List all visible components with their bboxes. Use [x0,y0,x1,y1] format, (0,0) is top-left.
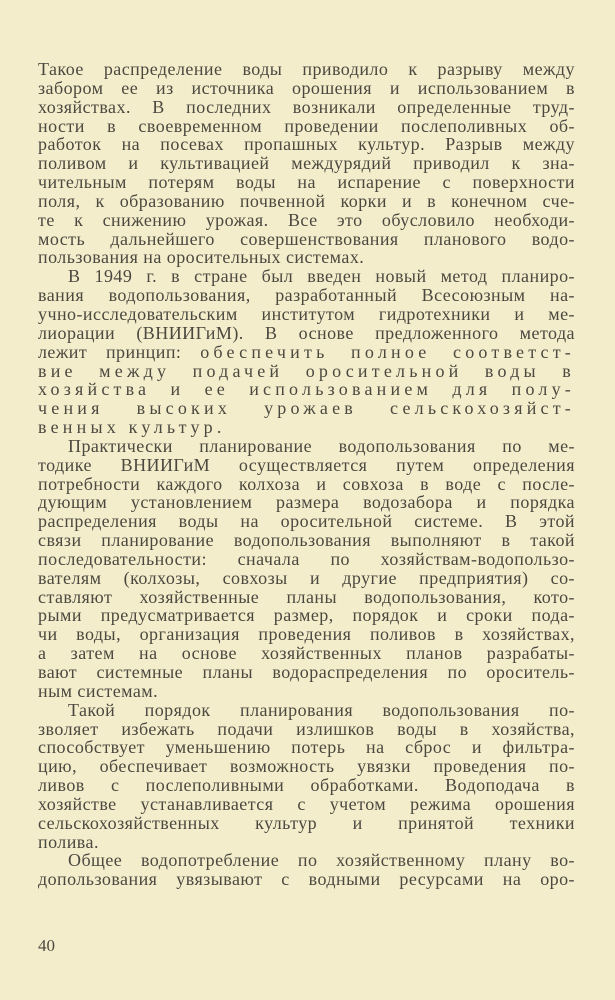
line-text: зволяет избежать подачи излишков воды в хозяйства, [38,718,575,739]
page-body [38,60,575,889]
text-line [38,606,575,625]
text-line [38,60,575,79]
text-line [38,211,575,230]
line-text: полива. [38,831,99,852]
line-text: те к снижению урожая. Все это обусловило необходи- [38,209,575,230]
text-line [38,569,575,588]
text-line [38,192,575,211]
line-text: ным системам. [38,680,159,701]
text-line [38,512,575,531]
text-line [38,154,575,173]
line-text: ности в своевременном проведении послеполивных об- [38,115,575,136]
line-text: рыми предусматривается размер, порядок и сроки пода- [38,605,575,626]
text-line [38,757,575,776]
line-text: ливов с послеполивными обработками. Водоподача в [38,775,575,796]
line-text: ставляют хозяйственные планы водопользования, кото- [38,586,575,607]
text-line [38,550,575,569]
line-text: В 1949 г. в стране был введен новый метод планиро- [68,266,575,287]
text-line [38,117,575,136]
line-text: вания водопользования, разработанный Всесоюзным на- [38,285,575,306]
text-line [38,833,575,852]
line-text: чи воды, организация проведения поливов в хозяйствах, [38,624,575,645]
text-line [38,248,575,267]
text-line [38,795,575,814]
text-line [38,870,575,889]
line-text: хозяйстве устанавливается с учетом режима орошения [38,793,575,814]
line-text: допользования увязывают с водными ресурсами на оро- [38,869,575,890]
line-text: Практически планирование водопользования по ме- [68,435,575,456]
text-line [38,343,575,362]
line-text: хозяйствах. В последних возникали определенные труд- [38,96,575,117]
spaced-emphasis-text: хозяйства и ее использованием для полу- [38,379,575,400]
line-text: связи планирование водопользования выполняют в такой [38,530,575,551]
text-line [38,98,575,117]
line-text: пользования на оросительных системах. [38,247,365,268]
text-line [38,682,575,701]
text-line [38,814,575,833]
text-line [38,475,575,494]
line-text: сельскохозяйственных культур и принятой техники [38,812,575,833]
text-line [38,644,575,663]
page-number: 40 [38,936,55,955]
line-text: потребности каждого колхоза и совхоза в воде с после- [38,473,575,494]
line-text: поливом и культивацией междурядий приводил к зна- [38,153,575,174]
line-text: чительным потерям воды на испарение с поверхности [38,172,575,193]
text-line [38,531,575,550]
line-text: лиорации (ВНИИГиМ). В основе предложенного метода [38,322,575,343]
text-line [38,79,575,98]
text-line [38,324,575,343]
text-line [38,418,575,437]
text-line [38,851,575,870]
line-text: цию, обеспечивает возможность увязки проведения по- [38,756,575,777]
paragraph [38,701,575,852]
line-text: а затем на основе хозяйственных планов разрабаты- [38,643,575,664]
text-line [38,663,575,682]
line-text: способствует уменьшению потерь на сброс и фильтра- [38,737,575,758]
line-text: дующим установлением размера водозабора и порядка [38,492,575,513]
line-text: Такой порядок планирования водопользования по- [68,699,575,720]
line-text: лежит принцип: [38,341,201,362]
line-text: вателям (колхозы, совхозы и другие предприятия) со- [38,567,575,588]
paragraph [38,267,575,437]
line-text: распределения воды на оросительной системе. В этой [38,511,575,532]
text-line [38,362,575,381]
text-line [38,776,575,795]
paragraph [38,60,575,267]
text-line [38,173,575,192]
text-line [38,305,575,324]
text-line [38,399,575,418]
text-line [38,738,575,757]
line-text: Общее водопотребление по хозяйственному плану во- [68,850,575,871]
line-text: тодике ВНИИГиМ осуществляется путем определения [38,454,575,475]
spaced-emphasis-text: чения высоких урожаев сельскохозяйст- [38,398,575,419]
text-line [38,701,575,720]
line-text: мость дальнейшего совершенствования планового водо- [38,228,575,249]
text-line [38,267,575,286]
text-line [38,493,575,512]
line-text: последовательности: сначала по хозяйствам-водопользо- [38,548,575,569]
line-text: работок на посевах пропашных культур. Разрыв между [38,134,575,155]
text-line [38,720,575,739]
spaced-emphasis-text: обеспечить полное соответст- [200,341,575,362]
text-line [38,456,575,475]
text-line [38,380,575,399]
line-text: забором ее из источника орошения и использованием в [38,77,575,98]
line-text: учно-исследовательским институтом гидротехники и ме- [38,303,575,324]
spaced-emphasis-text: венных культур. [38,417,226,438]
line-text: Такое распределение воды приводило к разрыву между [38,59,575,79]
line-text: вают системные планы водораспределения по ороситель- [38,662,575,682]
text-line [38,286,575,305]
line-text: поля, к образованию почвенной корки и в конечном сче- [38,190,575,211]
spaced-emphasis-text: вие между подачей оросительной воды в [38,360,575,381]
paragraph [38,437,575,701]
text-line [38,135,575,154]
paragraph [38,851,575,889]
text-line [38,588,575,607]
text-line [38,625,575,644]
text-line [38,437,575,456]
text-line [38,230,575,249]
